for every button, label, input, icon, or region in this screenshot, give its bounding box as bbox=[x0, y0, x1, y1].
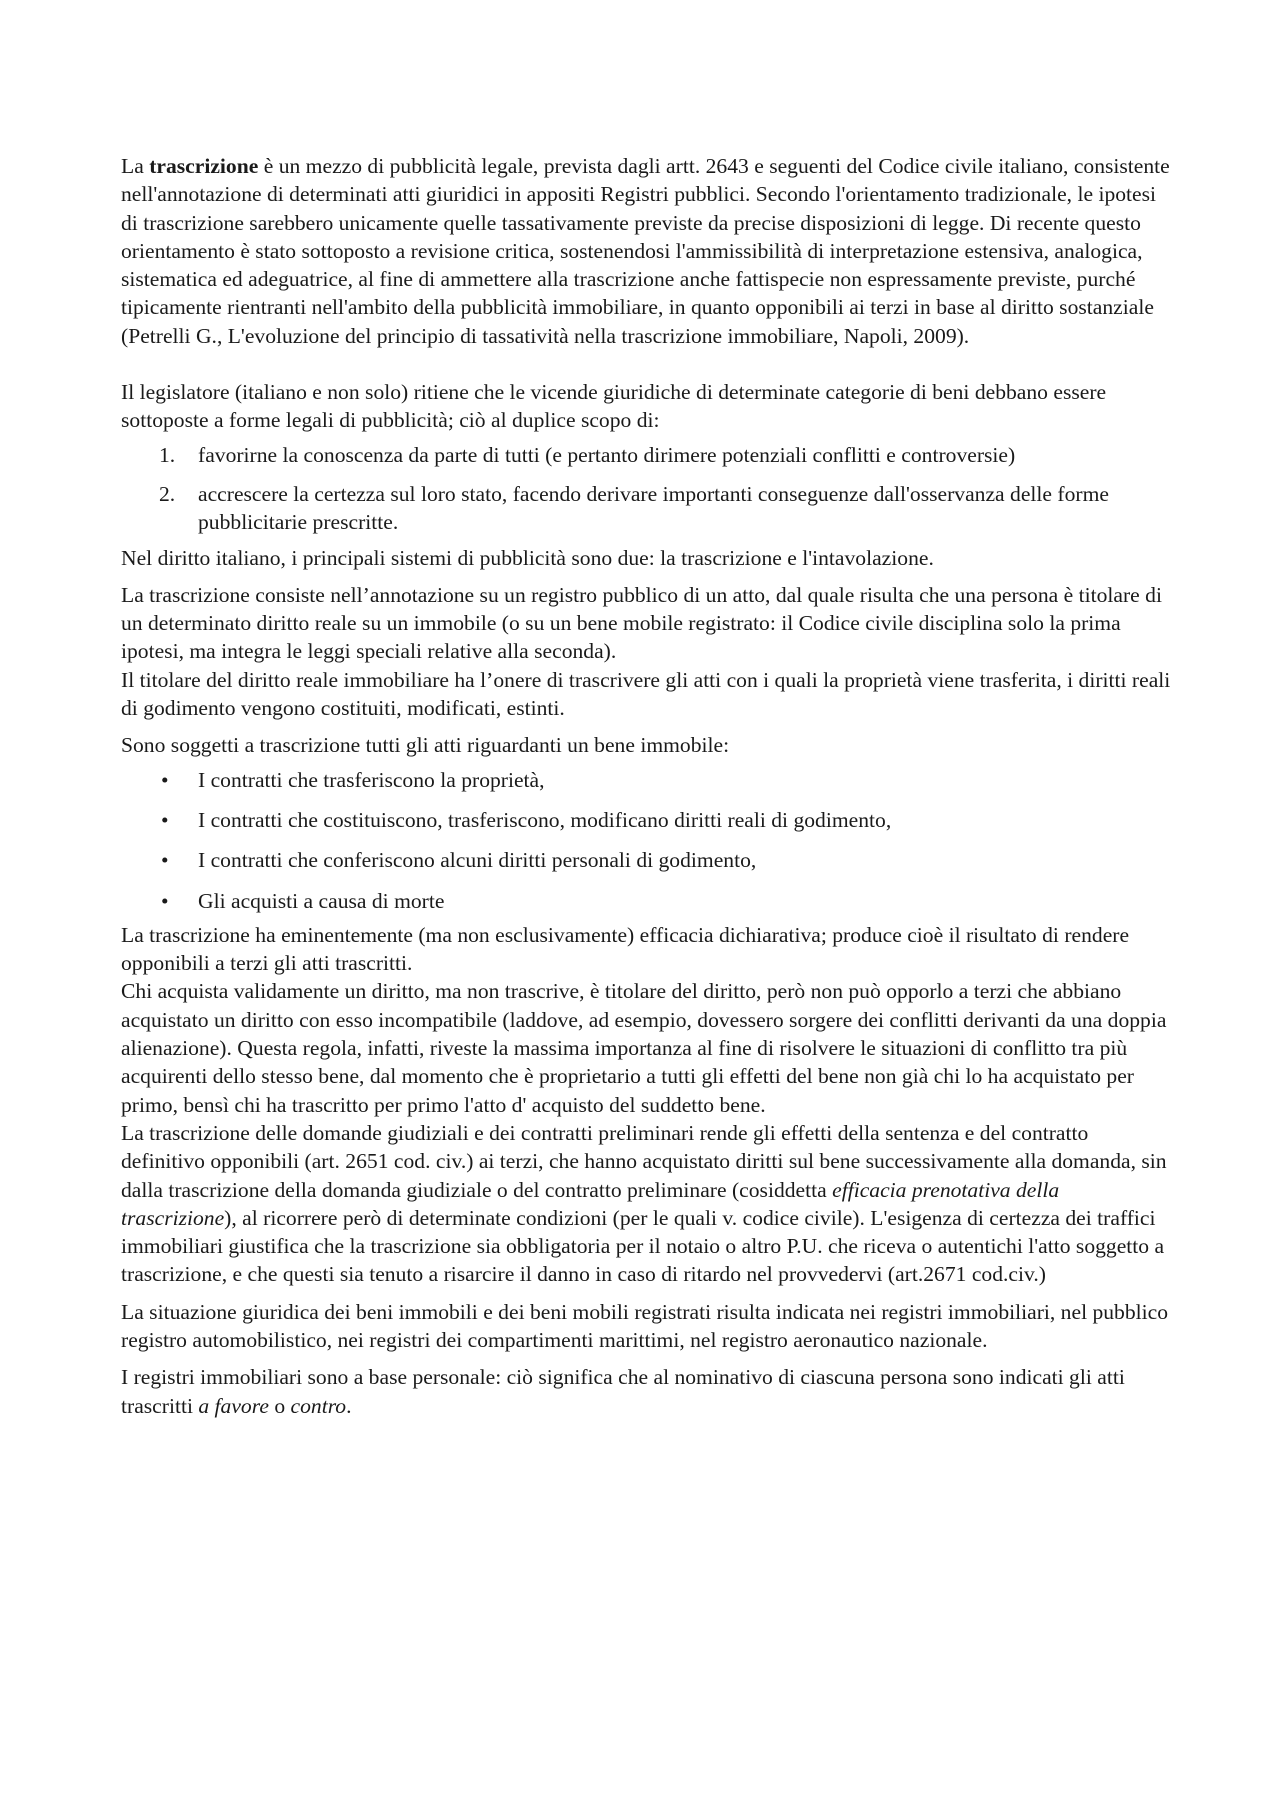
list-item: • I contratti che trasferiscono la proprietà, bbox=[161, 767, 545, 792]
paragraph-soggetti: Sono soggetti a trascrizione tutti gli atti riguardanti un bene immobile: bbox=[121, 733, 730, 758]
italic-term: contro bbox=[290, 1393, 347, 1418]
paragraph-domande: La trascrizione delle domande giudiziali e dei contratti preliminari rende gli effetti della sentenza e del contratto definitivo opponibili (art. 2651 cod. civ.) ai terzi, che hanno acquistato diritti sul bene successivamente alla domanda, sin dalla trascrizione della domanda giudiziale o del contratto preliminare (cosiddetta efficacia prenotativa della trascrizione), al ricorrere però di determinate condizioni (per le quali v. codice civile). L'esigenza di certezza dei traffici immobiliari giustifica che la trascrizione sia obbligatoria per il notaio o altro P.U. che riceva o autentichi l'atto soggetto a trascrizione, e che questi sia tenuto a risarcire il danno in caso di ritardo nel provvedervi (art.2671 cod.civ.) bbox=[121, 1120, 1167, 1287]
list-item: 2. accrescere la certezza sul loro stato, facendo derivare importanti conseguenze dall'osservanza delle forme pubblicitarie prescritte. bbox=[159, 481, 1109, 535]
list-item: • I contratti che costituiscono, trasferiscono, modificano diritti reali di godimento, bbox=[161, 807, 892, 832]
paragraph-efficacia: La trascrizione ha eminentemente (ma non esclusivamente) efficacia dichiarativa; produce cioè il risultato di rendere opponibili a terzi gli atti trascritti. bbox=[121, 922, 1130, 976]
paragraph-registri: La situazione giuridica dei beni immobili e dei beni mobili registrati risulta indicata nei registri immobiliari, nel pubblico registro automobilistico, nei registri dei compartimenti marittimi, nel registro aeronautico nazionale. bbox=[121, 1299, 1169, 1352]
paragraph-titolare: Il titolare del diritto reale immobiliare ha l’onere di trascrivere gli atti con i quali la proprietà viene trasferita, i diritti reali di godimento vengono costituiti, modificati, estinti. bbox=[121, 667, 1171, 721]
bullet-list bbox=[121, 766, 1173, 915]
paragraph-acquista: Chi acquista validamente un diritto, ma non trascrive, è titolare del diritto, però non può opporlo a terzi che abbiano acquistato un diritto con esso incompatibile (laddove, ad esempio, dovessero sorgere dei conflitti derivanti da una doppia alienazione). Questa regola, infatti, riveste la massima importanza al fine di risolvere le situazioni di conflitto tra più acquirenti dello stesso bene, dal momento che è proprietario a tutti gli effetti del bene non già chi lo ha acquistato per primo, bensì chi ha trascritto per primo l'atto d' acquisto del suddetto bene. bbox=[121, 979, 1167, 1117]
list-item: • Gli acquisti a causa di morte bbox=[161, 888, 445, 913]
italic-term: efficacia prenotativa della trascrizione bbox=[121, 1177, 1060, 1230]
list-item: • I contratti che conferiscono alcuni diritti personali di godimento, bbox=[161, 848, 757, 873]
paragraph-consiste: La trascrizione consiste nell’annotazione su un registro pubblico di un atto, dal quale risulta che una persona è titolare di un determinato diritto reale su un immobile (o su un bene mobile registrato: il Codice civile disciplina solo la prima ipotesi, ma integra le leggi speciali relative alla seconda). bbox=[121, 582, 1162, 664]
paragraph-intro: La trascrizione è un mezzo di pubblicità legale, prevista dagli artt. 2643 e seguenti del Codice civile italiano, consistente nell'annotazione di determinati atti giuridici in appositi Registri pubblici. Secondo l'orientamento tradizionale, le ipotesi di trascrizione sarebbero unicamente quelle tassativamente previste da precise disposizioni di legge. Di recente questo orientamento è stato sottoposto a revisione critica, sostenendosi l'ammissibilità di interpretazione estensiva, analogica, sistematica ed adeguatrice, al fine di ammettere alla trascrizione anche fattispecie non espressamente previste, purché tipicamente rientranti nell'ambito della pubblicità immobiliare, in quanto opponibili ai terzi in base al diritto sostanziale (Petrelli G., L'evoluzione del principio di tassatività nella trascrizione immobiliare, Napoli, 2009). bbox=[121, 154, 1170, 348]
list-item: 1. favorirne la conoscenza da parte di tutti (e pertanto dirimere potenziali conflitti e controversie) bbox=[159, 442, 1016, 467]
document-page bbox=[121, 152, 1173, 1420]
paragraph-base-personale: I registri immobiliari sono a base personale: ciò significa che al nominativo di ciascuna persona sono indicati gli atti trascritti a favore o contro. bbox=[121, 1365, 1125, 1418]
italic-term: a favore bbox=[198, 1393, 269, 1418]
paragraph-sistemi: Nel diritto italiano, i principali sistemi di pubblicità sono due: la trascrizione e l'intavolazione. bbox=[121, 545, 934, 570]
numbered-list bbox=[121, 441, 1173, 537]
bold-term: trascrizione bbox=[149, 154, 259, 178]
paragraph-legislatore: Il legislatore (italiano e non solo) ritiene che le vicende giuridiche di determinate categorie di beni debbano essere sottoposte a forme legali di pubblicità; ciò al duplice scopo di: bbox=[121, 380, 1107, 433]
